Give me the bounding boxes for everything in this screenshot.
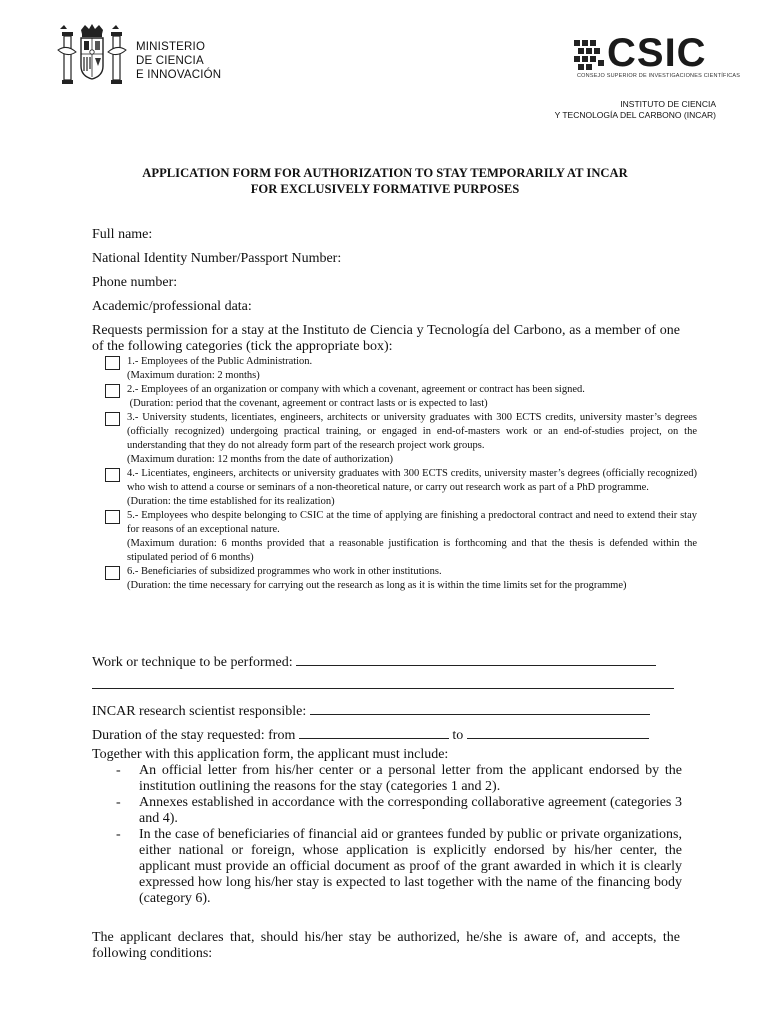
work-input-line[interactable] — [296, 651, 656, 666]
category-note: (Maximum duration: 12 months from the date of authorization) — [127, 454, 393, 465]
category-1-checkbox[interactable] — [105, 356, 120, 370]
category-4-checkbox[interactable] — [105, 468, 120, 482]
list-item-text: An official letter from his/her center or a personal letter from the applicant endorsed by the institution outlining the reasons for the stay (categories 1 and 2). — [139, 763, 682, 794]
ministry-line-2: DE CIENCIA — [136, 55, 204, 67]
category-note: (Duration: period that the covenant, agreement or contract lasts or is expected to last) — [127, 398, 488, 409]
category-2-checkbox[interactable] — [105, 384, 120, 398]
duration-from-input-line[interactable] — [299, 724, 449, 739]
category-item — [105, 467, 697, 509]
list-item — [92, 795, 682, 827]
coat-of-arms-logo — [54, 22, 130, 90]
category-text: 6.- Beneficiaries of subsidized programmes who work in other institutions. — [127, 566, 442, 577]
category-3-checkbox[interactable] — [105, 412, 120, 426]
bullet-dash: - — [116, 763, 121, 778]
list-item-text: Annexes established in accordance with the corresponding collaborative agreement (categories 3 and 4). — [139, 795, 682, 826]
institute-line-2: Y TECNOLOGÍA DEL CARBONO (INCAR) — [554, 110, 716, 120]
form-title — [60, 165, 710, 197]
category-note: (Duration: the time established for its realization) — [127, 496, 335, 507]
category-text: 3.- University students, licentiates, engineers, architects or university graduates with 300 ECTS credits, university master’s degrees (officially recognized) undergoing practical training, or engaged in end-of-masters work or an end-of-studies project, on the understanding that they do not already form part of the research project work groups. — [127, 412, 697, 451]
scientist-label: INCAR research scientist responsible: — [92, 704, 307, 719]
duration-to-input-line[interactable] — [467, 724, 649, 739]
category-item — [105, 509, 697, 565]
work-field — [92, 651, 656, 671]
list-item — [92, 763, 682, 795]
csic-emblem-icon — [574, 40, 604, 70]
category-text: 4.- Licentiates, engineers, architects or university graduates with 300 ECTS credits, university master’s degrees (officially recognized) who wish to attend a course or seminars of a non-theoretical nature, or carry out research work as part of a PhD programme. — [127, 468, 697, 493]
category-5-checkbox[interactable] — [105, 510, 120, 524]
category-text: 1.- Employees of the Public Administration. — [127, 356, 313, 367]
id-number-label: National Identity Number/Passport Number: — [92, 251, 342, 266]
ministry-line-1: MINISTERIO — [136, 41, 206, 53]
list-item — [92, 827, 682, 907]
category-list — [105, 355, 697, 593]
form-title-line-2: FOR EXCLUSIVELY FORMATIVE PURPOSES — [250, 182, 520, 196]
required-documents-intro: Together with this application form, the applicant must include: — [92, 747, 449, 762]
required-documents — [92, 747, 682, 907]
work-input-line-2[interactable] — [92, 688, 674, 689]
category-item — [105, 355, 697, 383]
ministry-name — [136, 40, 221, 82]
scientist-field — [92, 700, 650, 720]
work-label: Work or technique to be performed: — [92, 655, 293, 670]
academic-data-label: Academic/professional data: — [92, 299, 252, 314]
category-note: (Maximum duration: 2 months) — [127, 370, 260, 381]
category-note: (Maximum duration: 6 months provided that a reasonable justification is forthcoming and that the thesis is defended within the stipulated period of 6 months) — [127, 538, 697, 563]
category-text: 2.- Employees of an organization or company with which a covenant, agreement or contract has been signed. — [127, 384, 585, 395]
category-6-checkbox[interactable] — [105, 566, 120, 580]
duration-from-label: Duration of the stay requested: from — [92, 728, 296, 743]
scientist-input-line[interactable] — [310, 700, 650, 715]
bullet-dash: - — [116, 795, 121, 810]
form-title-line-1: APPLICATION FORM FOR AUTHORIZATION TO STAY TEMPORARILY AT INCAR — [142, 166, 628, 180]
list-item-text: In the case of beneficiaries of financial aid or grantees funded by public or private organizations, either national or foreign, whose application is explicitly endorsed by his/her center, the applicant must provide an official document as proof of the grant awarded in which it is clearly expressed how long his/her stay is expected to last together with the name of the financing body (category 6). — [139, 827, 682, 906]
csic-logo-text: CSIC — [607, 31, 707, 75]
bullet-dash: - — [116, 827, 121, 842]
declaration-text: The applicant declares that, should his/her stay be authorized, he/she is aware of, and accepts, the following conditions: — [92, 930, 680, 961]
institute-name — [555, 99, 716, 121]
category-item — [105, 411, 697, 467]
category-text: 5.- Employees who despite belonging to CSIC at the time of applying are finishing a predoctoral contract and need to extend their stay for reasons of an exceptional nature. — [127, 510, 697, 535]
csic-subtitle: CONSEJO SUPERIOR DE INVESTIGACIONES CIENTÍFICAS — [577, 73, 741, 79]
category-item — [105, 383, 697, 411]
duration-field — [92, 724, 649, 744]
category-note: (Duration: the time necessary for carrying out the research as long as it is within the time limits set for the programme) — [127, 580, 627, 591]
request-intro: Requests permission for a stay at the Instituto de Ciencia y Tecnología del Carbono, as a member of one of the following categories (tick the appropriate box): — [92, 323, 680, 354]
phone-label: Phone number: — [92, 275, 178, 290]
institute-line-1: INSTITUTO DE CIENCIA — [620, 99, 716, 109]
duration-to-label: to — [452, 728, 464, 743]
ministry-line-3: E INNOVACIÓN — [136, 69, 222, 81]
full-name-label: Full name: — [92, 227, 153, 242]
category-item — [105, 565, 697, 593]
